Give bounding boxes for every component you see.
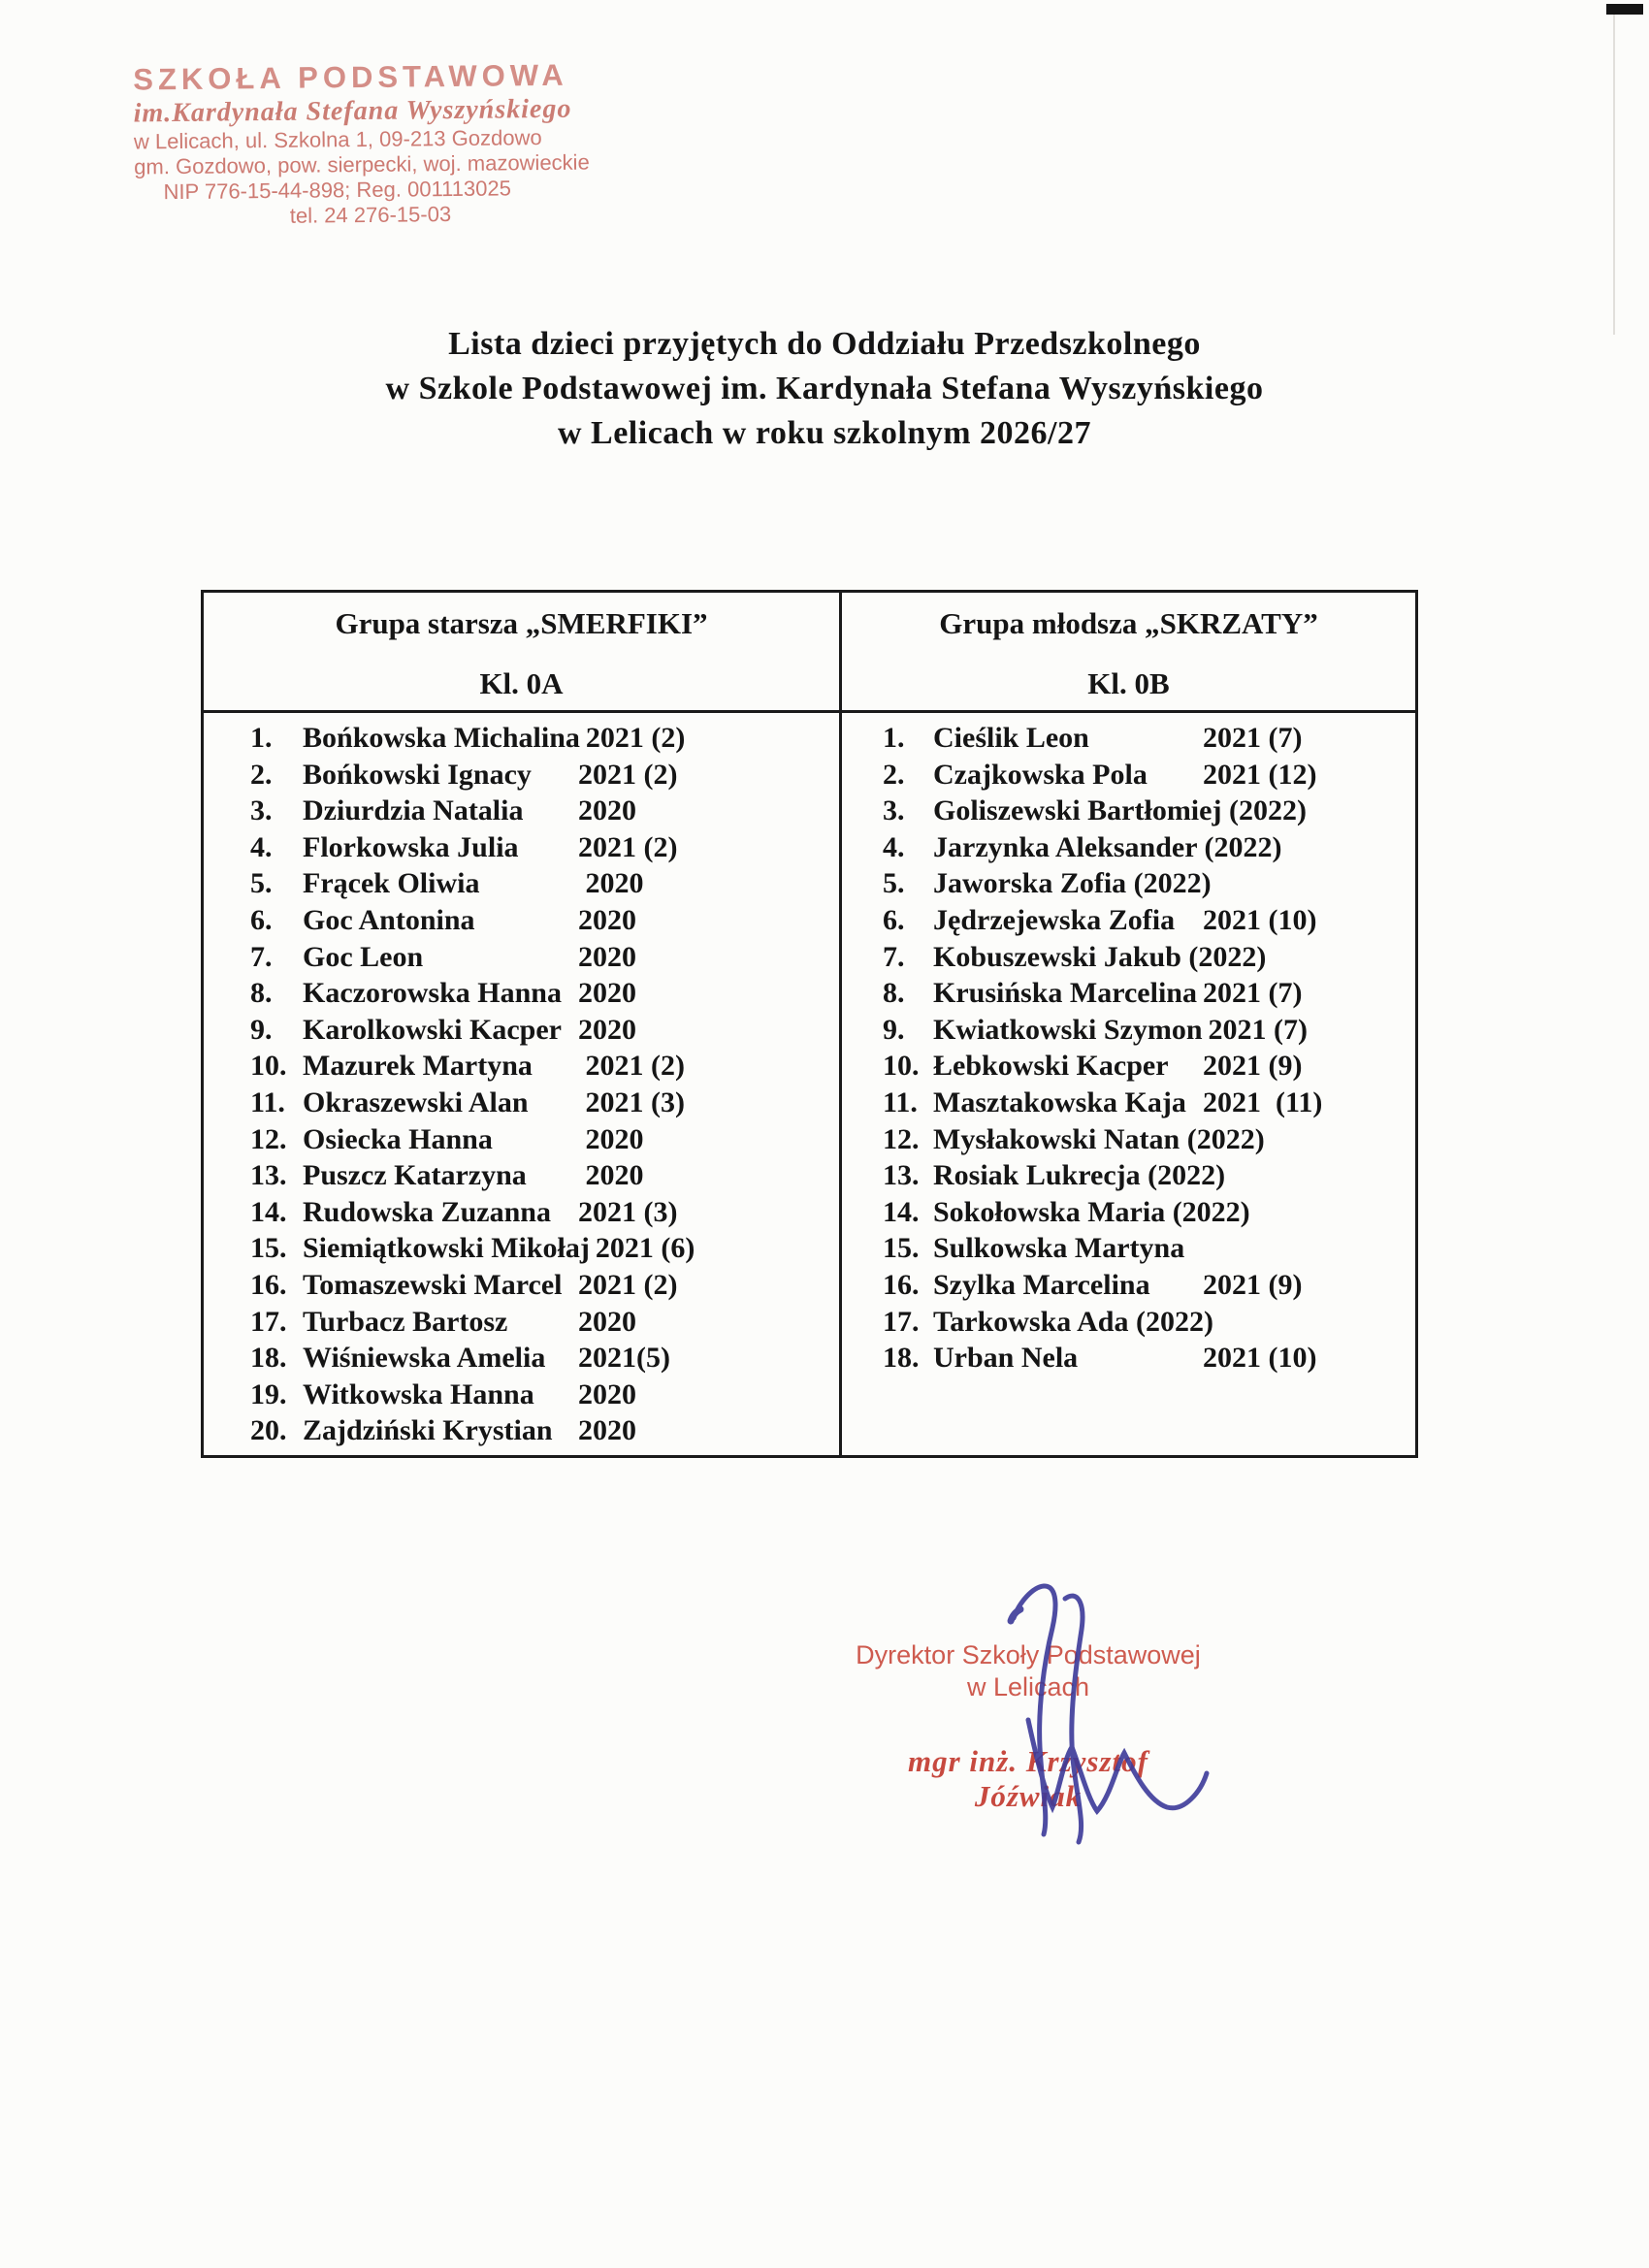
student-name: Jaworska Zofia (2022) — [933, 867, 1212, 900]
student-name: Rosiak Lukrecja (2022) — [933, 1159, 1226, 1192]
student-number: 11. — [883, 1085, 918, 1118]
student-number: 10. — [883, 1050, 920, 1083]
student-number: 4. — [883, 830, 905, 863]
student-name: Bońkowski Ignacy — [303, 758, 532, 791]
scan-corner-mark — [1606, 4, 1643, 15]
student-row — [883, 1267, 1415, 1304]
student-number: 12. — [883, 1122, 920, 1155]
student-name: Sokołowska Maria (2022) — [933, 1195, 1250, 1228]
student-name: Krusińska Marcelina — [933, 977, 1197, 1010]
student-row — [883, 865, 1415, 902]
student-year: 2021(5) — [578, 1342, 670, 1375]
student-row — [250, 1121, 839, 1158]
column-younger-group — [842, 713, 1415, 1455]
student-list-younger — [883, 720, 1415, 1377]
student-row — [883, 793, 1415, 829]
stamp-patron-line: im.Kardynała Stefana Wyszyńskiego — [133, 93, 572, 129]
student-name: Bońkowska Michalina — [303, 722, 580, 754]
student-name: Goc Leon — [303, 940, 424, 973]
student-number: 16. — [883, 1268, 920, 1301]
student-list-older — [250, 720, 839, 1449]
student-row — [250, 793, 839, 829]
student-row — [883, 1157, 1415, 1194]
student-year: 2021 (6) — [595, 1232, 695, 1265]
student-number: 6. — [250, 903, 273, 936]
student-name: Rudowska Zuzanna — [303, 1195, 551, 1228]
student-year: 2021 (3) — [578, 1085, 685, 1118]
student-name: Goliszewski Bartłomiej (2022) — [933, 794, 1307, 827]
student-row — [883, 902, 1415, 939]
student-year: 2021 (11) — [1203, 1085, 1323, 1118]
student-row — [883, 1121, 1415, 1158]
student-row — [250, 1048, 839, 1085]
student-year: 2021 (7) — [1208, 1013, 1309, 1046]
student-number: 10. — [250, 1050, 287, 1083]
column-older-group — [204, 713, 842, 1455]
student-number: 20. — [250, 1414, 287, 1447]
stamp-nip-regon-line: NIP 776-15-44-898; Reg. 001113025 — [163, 176, 512, 205]
student-year: 2021 (2) — [578, 1268, 678, 1301]
student-name: Jarzynka Aleksander (2022) — [933, 830, 1282, 863]
student-year: 2020 — [578, 1377, 636, 1410]
student-row — [250, 902, 839, 939]
student-number: 7. — [250, 940, 273, 973]
school-address-stamp — [133, 58, 590, 231]
student-row — [883, 1194, 1415, 1231]
student-year: 2020 — [578, 867, 644, 900]
student-name: Siemiątkowski Mikołaj — [303, 1232, 590, 1265]
student-year: 2021 (12) — [1203, 758, 1317, 791]
table-body — [204, 713, 1415, 1455]
student-name: Witkowska Hanna — [303, 1377, 534, 1410]
student-year: 2021 (9) — [1203, 1268, 1303, 1301]
student-name: Czajkowska Pola — [933, 758, 1148, 791]
student-name: Sulkowska Martyna — [933, 1232, 1185, 1265]
student-number: 3. — [883, 794, 905, 827]
student-number: 5. — [250, 867, 273, 900]
student-row — [250, 1267, 839, 1304]
student-name: Kwiatkowski Szymon — [933, 1013, 1203, 1046]
document-title — [0, 322, 1649, 456]
student-row — [250, 1012, 839, 1049]
student-name: Urban Nela — [933, 1342, 1079, 1375]
student-name: Tomaszewski Marcel — [303, 1268, 563, 1301]
director-name-line: mgr inż. Krzysztof Jóźwiak — [908, 1744, 1148, 1813]
student-row — [883, 757, 1415, 794]
stamp-district-line: gm. Gozdowo, pow. sierpecki, woj. mazowieckie — [134, 149, 590, 179]
student-year: 2021 (2) — [585, 722, 686, 754]
student-name: Jędrzejewska Zofia — [933, 903, 1176, 936]
student-row — [883, 1340, 1415, 1377]
student-row — [250, 720, 839, 757]
student-row — [883, 1085, 1415, 1121]
student-number: 13. — [250, 1159, 287, 1192]
student-year: 2021 (2) — [578, 830, 678, 863]
student-row — [250, 757, 839, 794]
student-number: 8. — [883, 977, 905, 1010]
student-number: 7. — [883, 940, 905, 973]
student-number: 2. — [883, 758, 905, 791]
student-number: 15. — [250, 1232, 287, 1265]
student-number: 17. — [883, 1305, 920, 1338]
student-year: 2021 (3) — [578, 1195, 678, 1228]
student-number: 14. — [250, 1195, 287, 1228]
student-number: 12. — [250, 1122, 287, 1155]
student-name: Tarkowska Ada (2022) — [933, 1305, 1213, 1338]
student-number: 9. — [250, 1013, 273, 1046]
student-number: 13. — [883, 1159, 920, 1192]
student-row — [883, 1230, 1415, 1267]
handwritten-signature — [987, 1574, 1240, 1865]
director-role-line: Dyrektor Szkoły Podstawowej — [856, 1640, 1201, 1669]
student-row — [250, 1085, 839, 1121]
student-row — [250, 975, 839, 1012]
student-name: Florkowska Julia — [303, 830, 519, 863]
title-line-3: w Lelicach w roku szkolnym 2026/27 — [557, 415, 1091, 451]
group-younger-class: Kl. 0B — [1087, 666, 1170, 700]
stamp-phone-line: tel. 24 276-15-03 — [289, 202, 452, 228]
student-row — [250, 1304, 839, 1341]
student-number: 2. — [250, 758, 273, 791]
student-name: Szylka Marcelina — [933, 1268, 1150, 1301]
student-year: 2021 (2) — [578, 1050, 685, 1083]
title-line-2: w Szkole Podstawowej im. Kardynała Stefana Wyszyńskiego — [385, 371, 1264, 406]
stamp-school-name: SZKOŁA PODSTAWOWA — [133, 57, 568, 97]
student-name: Masztakowska Kaja — [933, 1085, 1186, 1118]
student-number: 5. — [883, 867, 905, 900]
student-row — [883, 829, 1415, 866]
table-header-row — [204, 593, 1415, 713]
student-year: 2021 (7) — [1203, 722, 1303, 754]
student-number: 1. — [250, 722, 273, 754]
student-number: 16. — [250, 1268, 287, 1301]
student-row — [250, 1412, 839, 1449]
student-name: Mazurek Martyna — [303, 1050, 533, 1083]
student-name: Dziurdzia Natalia — [303, 794, 524, 827]
student-name: Puszcz Katarzyna — [303, 1159, 527, 1192]
student-name: Cieślik Leon — [933, 722, 1089, 754]
header-group-older — [204, 593, 842, 710]
student-year: 2021 (2) — [578, 758, 678, 791]
student-name: Okraszewski Alan — [303, 1085, 529, 1118]
student-number: 11. — [250, 1085, 285, 1118]
student-year: 2020 — [578, 1414, 636, 1447]
student-row — [883, 720, 1415, 757]
student-number: 1. — [883, 722, 905, 754]
student-name: Zajdziński Krystian — [303, 1414, 553, 1447]
student-name: Turbacz Bartosz — [303, 1305, 508, 1338]
stamp-address-line: w Lelicach, ul. Szkolna 1, 09-213 Gozdowo — [133, 125, 542, 154]
student-name: Karolkowski Kacper — [303, 1013, 562, 1046]
student-name: Frącek Oliwia — [303, 867, 480, 900]
student-row — [250, 939, 839, 976]
student-number: 15. — [883, 1232, 920, 1265]
group-older-class: Kl. 0A — [479, 666, 564, 700]
student-number: 19. — [250, 1377, 287, 1410]
student-number: 6. — [883, 903, 905, 936]
student-name: Kobuszewski Jakub (2022) — [933, 940, 1267, 973]
student-row — [250, 1157, 839, 1194]
student-year: 2020 — [578, 1013, 636, 1046]
student-name: Mysłakowski Natan (2022) — [933, 1122, 1265, 1155]
student-year: 2020 — [578, 1122, 644, 1155]
student-number: 9. — [883, 1013, 905, 1046]
student-row — [250, 1340, 839, 1377]
student-year: 2020 — [578, 794, 636, 827]
student-row — [250, 1194, 839, 1231]
student-name: Osiecka Hanna — [303, 1122, 493, 1155]
student-name: Kaczorowska Hanna — [303, 977, 562, 1010]
student-year: 2020 — [578, 903, 636, 936]
student-number: 18. — [883, 1342, 920, 1375]
student-year: 2021 (7) — [1203, 977, 1303, 1010]
student-year: 2020 — [578, 940, 636, 973]
student-row — [250, 865, 839, 902]
student-row — [883, 1012, 1415, 1049]
student-number: 3. — [250, 794, 273, 827]
student-year: 2021 (10) — [1203, 903, 1317, 936]
student-number: 17. — [250, 1305, 287, 1338]
student-name: Łebkowski Kacper — [933, 1050, 1169, 1083]
student-year: 2020 — [578, 977, 636, 1010]
student-number: 18. — [250, 1342, 287, 1375]
student-row — [883, 1304, 1415, 1341]
group-younger-title: Grupa młodsza „SKRZATY” — [939, 606, 1318, 640]
student-name: Wiśniewska Amelia — [303, 1342, 546, 1375]
director-place-line: w Lelicach — [966, 1672, 1090, 1701]
student-row — [250, 1230, 839, 1267]
admissions-table — [201, 590, 1418, 1458]
student-row — [883, 1048, 1415, 1085]
student-row — [883, 975, 1415, 1012]
student-number: 4. — [250, 830, 273, 863]
student-name: Goc Antonina — [303, 903, 475, 936]
student-number: 8. — [250, 977, 273, 1010]
scan-edge-artifact — [1613, 15, 1615, 335]
student-number: 14. — [883, 1195, 920, 1228]
title-line-1: Lista dzieci przyjętych do Oddziału Przedszkolnego — [448, 326, 1201, 362]
student-year: 2021 (9) — [1203, 1050, 1303, 1083]
student-row — [250, 829, 839, 866]
student-row — [883, 939, 1415, 976]
header-group-younger — [842, 593, 1415, 710]
student-row — [250, 1377, 839, 1413]
student-year: 2020 — [578, 1159, 644, 1192]
student-year: 2021 (10) — [1203, 1342, 1317, 1375]
group-older-title: Grupa starsza „SMERFIKI” — [335, 606, 708, 640]
student-year: 2020 — [578, 1305, 636, 1338]
